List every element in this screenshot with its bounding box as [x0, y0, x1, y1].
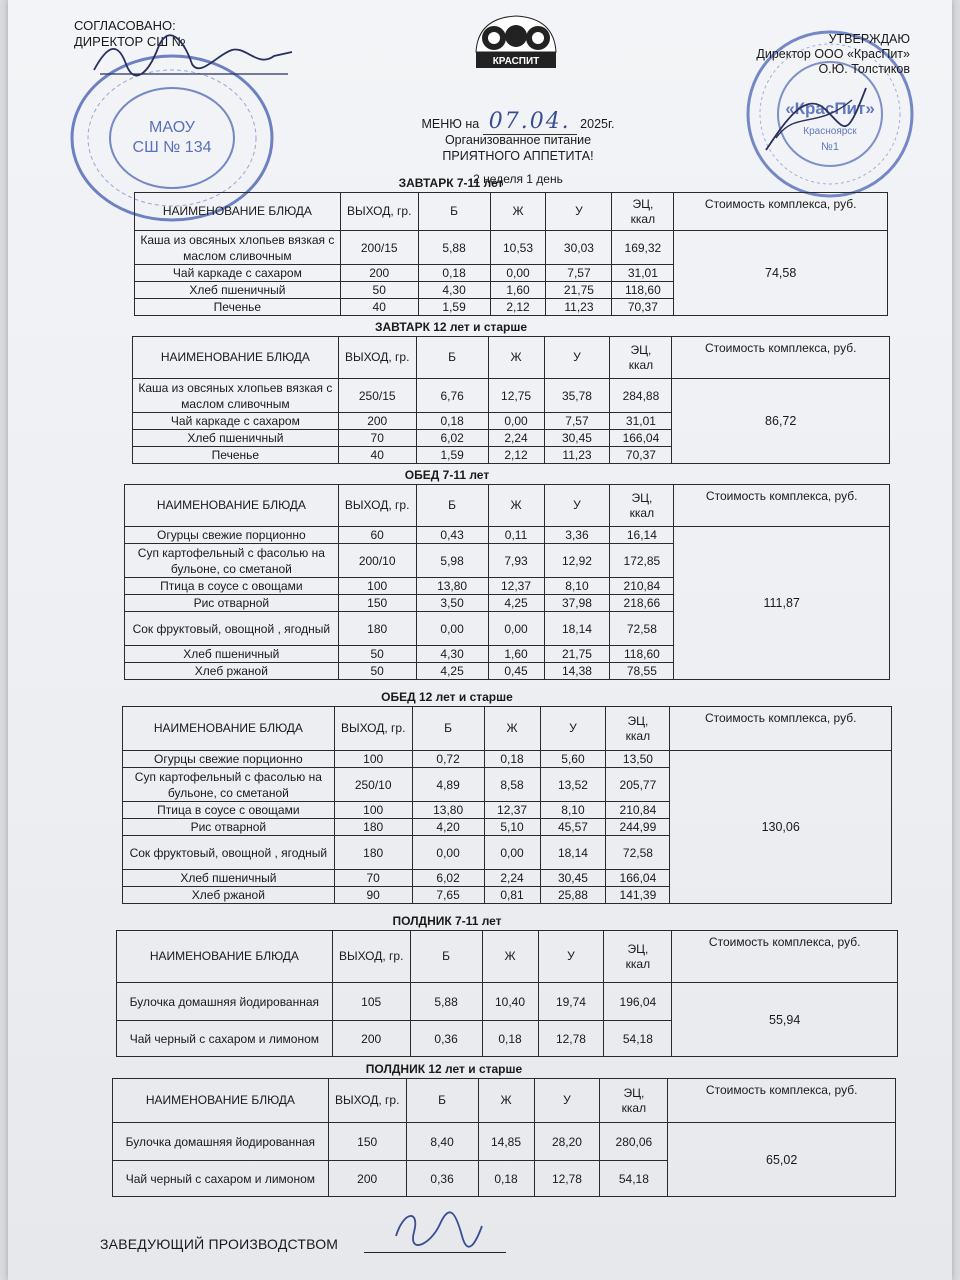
- section-title: ПОЛДНИК 12 лет и старше: [365, 1062, 523, 1076]
- dish-value: 4,30: [416, 646, 488, 663]
- company-stamp-text: «КрасПит»: [785, 99, 875, 118]
- dish-value: 105: [332, 983, 410, 1021]
- dish-value: 21,75: [544, 646, 610, 663]
- dish-value: 50: [338, 646, 416, 663]
- dish-value: 118,60: [610, 646, 674, 663]
- dish-value: 0,81: [484, 887, 540, 904]
- section-title: ПОЛДНИК 7-11 лет: [392, 914, 502, 928]
- dish-value: 13,50: [606, 751, 670, 768]
- dish-value: 8,10: [540, 802, 606, 819]
- company-stamp-num: №1: [821, 141, 839, 153]
- dish-value: 250/15: [338, 379, 416, 413]
- dish-value: 200/15: [340, 231, 418, 265]
- dish-value: 0,00: [416, 612, 488, 646]
- dish-value: 4,25: [488, 595, 544, 612]
- dish-value: 3,50: [416, 595, 488, 612]
- dish-value: 12,92: [544, 544, 610, 578]
- complex-price: 86,72: [672, 379, 890, 464]
- complex-price: 130,06: [670, 751, 892, 904]
- column-header: НАИМЕНОВАНИЕ БЛЮДА: [123, 707, 335, 751]
- dish-value: 70,37: [612, 299, 674, 316]
- dish-value: 30,03: [546, 231, 612, 265]
- dish-value: 1,60: [488, 646, 544, 663]
- dish-value: 11,23: [546, 299, 612, 316]
- dish-value: 60: [338, 527, 416, 544]
- dish-value: 8,40: [406, 1123, 478, 1161]
- dish-value: 0,18: [416, 413, 488, 430]
- dish-value: 0,18: [478, 1161, 534, 1197]
- column-header: НАИМЕНОВАНИЕ БЛЮДА: [117, 931, 333, 983]
- dish-value: 72,58: [606, 836, 670, 870]
- dish-value: 200/10: [338, 544, 416, 578]
- dish-value: 169,32: [612, 231, 674, 265]
- dish-value: 16,14: [610, 527, 674, 544]
- dish-value: 284,88: [610, 379, 672, 413]
- dish-value: 200: [340, 265, 418, 282]
- column-header: У: [546, 193, 612, 231]
- dish-value: 180: [338, 612, 416, 646]
- dish-value: 18,14: [544, 612, 610, 646]
- dish-value: 166,04: [606, 870, 670, 887]
- column-header: НАИМЕНОВАНИЕ БЛЮДА: [125, 485, 339, 527]
- dish-value: 54,18: [604, 1021, 672, 1057]
- column-header: Ж: [482, 931, 538, 983]
- logo-text: КРАСПИТ: [492, 56, 540, 67]
- column-header: Б: [406, 1079, 478, 1123]
- director-label: ДИРЕКТОР СШ №: [74, 34, 186, 49]
- column-header: ВЫХОД, гр.: [338, 485, 416, 527]
- dish-name: Огурцы свежие порционно: [125, 527, 339, 544]
- company-stamp-city: Красноярск: [803, 126, 857, 137]
- column-header: У: [544, 337, 610, 379]
- menu-title: [308, 109, 728, 164]
- complex-price: 74,58: [674, 231, 888, 316]
- dish-value: 244,99: [606, 819, 670, 836]
- column-header: Б: [416, 337, 488, 379]
- dish-value: 1,60: [490, 282, 546, 299]
- director-name: О.Ю. Толстиков: [818, 62, 910, 76]
- column-header: Ж: [484, 707, 540, 751]
- menu-year: 2025г.: [580, 117, 615, 131]
- dish-value: 0,18: [418, 265, 490, 282]
- column-header: Стоимость комплекса, руб.: [668, 1079, 896, 1123]
- complex-price: 111,87: [674, 527, 890, 680]
- dish-value: 12,37: [488, 578, 544, 595]
- dish-name: Суп картофельный с фасолью на бульоне, со сметаной: [123, 768, 335, 802]
- column-header: Стоимость комплекса, руб.: [674, 193, 888, 231]
- dish-value: 21,75: [546, 282, 612, 299]
- dish-value: 200: [328, 1161, 406, 1197]
- menu-sheet: [8, 0, 952, 1280]
- dish-value: 0,36: [406, 1161, 478, 1197]
- dish-value: 50: [338, 663, 416, 680]
- dish-value: 0,72: [412, 751, 484, 768]
- dish-value: 0,18: [482, 1021, 538, 1057]
- dish-value: 10,40: [482, 983, 538, 1021]
- dish-value: 250/10: [334, 768, 412, 802]
- dish-value: 2,12: [490, 299, 546, 316]
- dish-value: 4,25: [416, 663, 488, 680]
- dish-name: Птица в соусе с овощами: [123, 802, 335, 819]
- dish-value: 4,89: [412, 768, 484, 802]
- dish-value: 4,20: [412, 819, 484, 836]
- column-header: ЭЦ, ккал: [610, 337, 672, 379]
- menu-greeting: ПРИЯТНОГО АППЕТИТА!: [442, 149, 594, 163]
- dish-value: 100: [334, 802, 412, 819]
- section-title: ЗАВТАРК 12 лет и старше: [374, 320, 528, 334]
- approve-block: [756, 32, 910, 77]
- menu-table: [124, 484, 890, 680]
- column-header: ЭЦ, ккал: [604, 931, 672, 983]
- dish-value: 0,00: [490, 265, 546, 282]
- dish-value: 90: [334, 887, 412, 904]
- table-row: [117, 983, 898, 1021]
- column-header: ВЫХОД, гр.: [332, 931, 410, 983]
- dish-value: 172,85: [610, 544, 674, 578]
- menu-title-line: [308, 109, 728, 134]
- dish-value: 70: [334, 870, 412, 887]
- column-header: НАИМЕНОВАНИЕ БЛЮДА: [113, 1079, 329, 1123]
- dish-name: Каша из овсяных хлопьев вязкая с маслом сливочным: [135, 231, 341, 265]
- dish-value: 28,20: [534, 1123, 600, 1161]
- dish-name: Каша из овсяных хлопьев вязкая с маслом сливочным: [133, 379, 339, 413]
- footer-label: ЗАВЕДУЮЩИЙ ПРОИЗВОДСТВОМ: [100, 1236, 339, 1252]
- dish-value: 2,24: [484, 870, 540, 887]
- column-header: ВЫХОД, гр.: [338, 337, 416, 379]
- column-header: Ж: [478, 1079, 534, 1123]
- dish-value: 6,02: [412, 870, 484, 887]
- menu-week: 2 неделя 1 день: [473, 172, 563, 186]
- column-header: ВЫХОД, гр.: [340, 193, 418, 231]
- dish-value: 0,00: [484, 836, 540, 870]
- dish-value: 12,75: [488, 379, 544, 413]
- dish-value: 8,10: [544, 578, 610, 595]
- column-header: Стоимость комплекса, руб.: [670, 707, 892, 751]
- column-header: Б: [410, 931, 482, 983]
- dish-value: 180: [334, 819, 412, 836]
- menu-table: [116, 930, 898, 1057]
- column-header: Б: [412, 707, 484, 751]
- column-header: У: [540, 707, 606, 751]
- dish-name: Чай каркаде с сахаром: [135, 265, 341, 282]
- company-director-label: Директор ООО «КрасПит»: [756, 47, 910, 61]
- dish-name: Птица в соусе с овощами: [125, 578, 339, 595]
- column-header: ЭЦ, ккал: [600, 1079, 668, 1123]
- table-row: [113, 1123, 896, 1161]
- dish-value: 200: [332, 1021, 410, 1057]
- dish-value: 4,30: [418, 282, 490, 299]
- dish-value: 13,80: [412, 802, 484, 819]
- dish-value: 19,74: [538, 983, 604, 1021]
- complex-price: 65,02: [668, 1123, 896, 1197]
- dish-value: 72,58: [610, 612, 674, 646]
- dish-value: 31,01: [610, 413, 672, 430]
- dish-value: 50: [340, 282, 418, 299]
- dish-value: 70,37: [610, 447, 672, 464]
- dish-value: 70: [338, 430, 416, 447]
- complex-price: 55,94: [672, 983, 898, 1057]
- approved-label: СОГЛАСОВАНО:: [74, 18, 176, 33]
- dish-value: 14,38: [544, 663, 610, 680]
- dish-value: 7,93: [488, 544, 544, 578]
- dish-value: 18,14: [540, 836, 606, 870]
- dish-value: 2,24: [488, 430, 544, 447]
- dish-name: Чай черный с сахаром и лимоном: [117, 1021, 333, 1057]
- dish-value: 25,88: [540, 887, 606, 904]
- dish-value: 11,23: [544, 447, 610, 464]
- dish-value: 100: [334, 751, 412, 768]
- dish-value: 1,59: [416, 447, 488, 464]
- school-stamp-text-2: СШ № 134: [132, 139, 212, 156]
- dish-name: Хлеб ржаной: [123, 887, 335, 904]
- table-row: [125, 527, 890, 544]
- dish-value: 5,88: [418, 231, 490, 265]
- dish-value: 218,66: [610, 595, 674, 612]
- dish-value: 0,18: [484, 751, 540, 768]
- column-header: НАИМЕНОВАНИЕ БЛЮДА: [133, 337, 339, 379]
- dish-value: 8,58: [484, 768, 540, 802]
- dish-name: Печенье: [135, 299, 341, 316]
- dish-value: 3,36: [544, 527, 610, 544]
- dish-value: 0,11: [488, 527, 544, 544]
- column-header: У: [538, 931, 604, 983]
- dish-name: Хлеб ржаной: [125, 663, 339, 680]
- table-row: [123, 751, 892, 768]
- dish-value: 35,78: [544, 379, 610, 413]
- column-header: Б: [418, 193, 490, 231]
- dish-name: Печенье: [133, 447, 339, 464]
- section-title: ОБЕД 7-11 лет: [404, 468, 490, 482]
- column-header: ЭЦ, ккал: [606, 707, 670, 751]
- dish-name: Булочка домашняя йодированная: [113, 1123, 329, 1161]
- menu-table: [134, 192, 888, 316]
- dish-name: Сок фруктовый, овощной , ягодный: [123, 836, 335, 870]
- column-header: Стоимость комплекса, руб.: [672, 931, 898, 983]
- dish-value: 7,57: [546, 265, 612, 282]
- approve-label: УТВЕРЖДАЮ: [828, 32, 910, 46]
- dish-name: Суп картофельный с фасолью на бульоне, со сметаной: [125, 544, 339, 578]
- dish-value: 7,65: [412, 887, 484, 904]
- dish-value: 196,04: [604, 983, 672, 1021]
- menu-table: [122, 706, 892, 904]
- dish-value: 141,39: [606, 887, 670, 904]
- column-header: ВЫХОД, гр.: [334, 707, 412, 751]
- dish-value: 118,60: [612, 282, 674, 299]
- section-title: ОБЕД 12 лет и старше: [381, 690, 513, 704]
- dish-name: Хлеб пшеничный: [135, 282, 341, 299]
- dish-name: Хлеб пшеничный: [133, 430, 339, 447]
- dish-value: 0,00: [488, 413, 544, 430]
- director-signature: [88, 34, 298, 78]
- column-header: НАИМЕНОВАНИЕ БЛЮДА: [135, 193, 341, 231]
- dish-name: Чай черный с сахаром и лимоном: [113, 1161, 329, 1197]
- table-row: [133, 379, 890, 413]
- column-header: Ж: [488, 485, 544, 527]
- dish-name: Хлеб пшеничный: [125, 646, 339, 663]
- dish-value: 210,84: [606, 802, 670, 819]
- dish-value: 0,45: [488, 663, 544, 680]
- dish-value: 180: [334, 836, 412, 870]
- column-header: ВЫХОД, гр.: [328, 1079, 406, 1123]
- column-header: Ж: [490, 193, 546, 231]
- dish-value: 40: [338, 447, 416, 464]
- menu-table: [132, 336, 890, 464]
- dish-value: 5,88: [410, 983, 482, 1021]
- dish-name: Рис отварной: [125, 595, 339, 612]
- dish-value: 5,10: [484, 819, 540, 836]
- dish-value: 205,77: [606, 768, 670, 802]
- dish-value: 13,80: [416, 578, 488, 595]
- column-header: Б: [416, 485, 488, 527]
- dish-name: Огурцы свежие порционно: [123, 751, 335, 768]
- dish-value: 0,36: [410, 1021, 482, 1057]
- table-row: [135, 231, 888, 265]
- column-header: ЭЦ, ккал: [612, 193, 674, 231]
- dish-value: 37,98: [544, 595, 610, 612]
- dish-value: 6,02: [416, 430, 488, 447]
- production-manager-signature: [390, 1206, 486, 1252]
- menu-title-prefix: МЕНЮ на: [421, 117, 480, 131]
- dish-value: 0,00: [488, 612, 544, 646]
- dish-name: Хлеб пшеничный: [123, 870, 335, 887]
- dish-value: 0,00: [412, 836, 484, 870]
- dish-value: 30,45: [544, 430, 610, 447]
- dish-value: 45,57: [540, 819, 606, 836]
- footer-signature-line: [364, 1252, 506, 1253]
- dish-value: 31,01: [612, 265, 674, 282]
- dish-value: 1,59: [418, 299, 490, 316]
- dish-value: 6,76: [416, 379, 488, 413]
- dish-value: 150: [328, 1123, 406, 1161]
- menu-table: [112, 1078, 896, 1197]
- column-header: У: [534, 1079, 600, 1123]
- dish-value: 30,45: [540, 870, 606, 887]
- dish-name: Сок фруктовый, овощной , ягодный: [125, 612, 339, 646]
- dish-value: 100: [338, 578, 416, 595]
- dish-name: Чай каркаде с сахаром: [133, 413, 339, 430]
- dish-value: 280,06: [600, 1123, 668, 1161]
- dish-value: 40: [340, 299, 418, 316]
- dish-value: 12,37: [484, 802, 540, 819]
- school-stamp-text-1: МАОУ: [149, 119, 195, 136]
- dish-value: 10,53: [490, 231, 546, 265]
- dish-value: 54,18: [600, 1161, 668, 1197]
- column-header: ЭЦ, ккал: [610, 485, 674, 527]
- dish-value: 12,78: [538, 1021, 604, 1057]
- dish-value: 5,98: [416, 544, 488, 578]
- dish-value: 166,04: [610, 430, 672, 447]
- menu-subtitle: Организованное питание: [444, 133, 592, 147]
- dish-name: Рис отварной: [123, 819, 335, 836]
- dish-value: 78,55: [610, 663, 674, 680]
- dish-value: 150: [338, 595, 416, 612]
- kraspit-logo: [468, 12, 564, 74]
- dish-value: 210,84: [610, 578, 674, 595]
- column-header: Стоимость комплекса, руб.: [674, 485, 890, 527]
- dish-value: 2,12: [488, 447, 544, 464]
- menu-date: 07.04.: [483, 109, 577, 135]
- dish-value: 200: [338, 413, 416, 430]
- column-header: У: [544, 485, 610, 527]
- dish-value: 13,52: [540, 768, 606, 802]
- column-header: Ж: [488, 337, 544, 379]
- dish-value: 5,60: [540, 751, 606, 768]
- company-director-signature: [756, 80, 876, 160]
- column-header: Стоимость комплекса, руб.: [672, 337, 890, 379]
- dish-value: 12,78: [534, 1161, 600, 1197]
- section-title: ЗАВТАРК 7-11 лет: [398, 176, 504, 190]
- dish-value: 0,43: [416, 527, 488, 544]
- dish-value: 7,57: [544, 413, 610, 430]
- dish-name: Булочка домашняя йодированная: [117, 983, 333, 1021]
- dish-value: 14,85: [478, 1123, 534, 1161]
